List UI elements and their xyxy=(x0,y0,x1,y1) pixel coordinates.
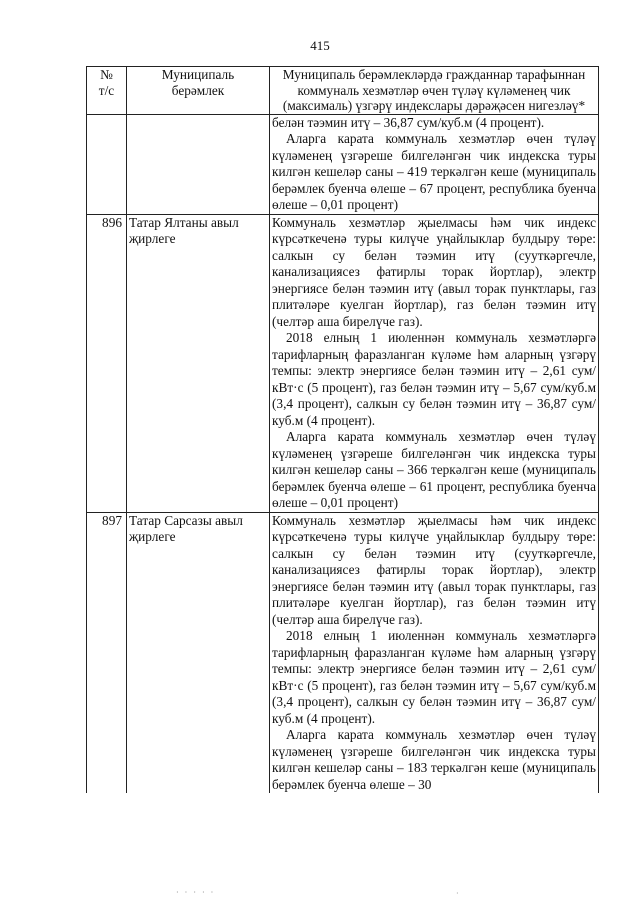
page-number: 415 xyxy=(310,38,330,53)
row-num: 896 xyxy=(87,214,127,512)
table-header-row xyxy=(87,67,599,115)
desc-paragraph: 2018 елның 1 июленнән коммуналь хезмәтләргә тарифларның фаразланган күләме һәм аларның үзгәрү темпы: электр энергиясе белән тәэмин итү – 2,61 сум/кВт·с (5 процент), газ белән тәэмин итү – 5,67 сум/куб.м (3,4 процент), салкын су белән тәэмин итү – 36,87 сум/куб.м (4 процент). xyxy=(272,628,596,726)
scan-artifact: · · · · · xyxy=(176,888,216,897)
row-municipality: Татар Сарсазы авыл җирлеге xyxy=(127,512,270,793)
row-num xyxy=(87,114,127,214)
desc-paragraph: Коммуналь хезмәтләр җыелмасы һәм чик индекс күрсәткеченә туры килүче уңайлыклар булдыру төре: салкын су белән тәэмин итү (сууткәргечле, канализациясез фатирлы торак йортлар), электр энергиясе белән тәэмин итү (авыл торак пунктлары, газ плитәләре куелган йортлар), газ белән тәэмин итү (челтәр аша бирелүче газ). xyxy=(272,214,596,329)
header-num: № т/с xyxy=(87,67,127,115)
desc-paragraph: Аларга карата коммуналь хезмәтләр өчен түләү күләменең үзгәреше билгеләнгән чик индекска туры килгән кешеләр саны – 419 теркәлгән кеше (муниципаль берәмлек буенча өлеше – 67 процент, республика буенча өлеше – 0,01 процент) xyxy=(272,131,596,212)
table-row xyxy=(87,114,599,214)
header-municipality: Муниципаль берәмлек xyxy=(127,67,270,115)
desc-paragraph: Коммуналь хезмәтләр җыелмасы һәм чик индекс күрсәткеченә туры килүче уңайлыклар булдыру төре: салкын су белән тәэмин итү (сууткәргечле, канализациясез фатирлы торак йортлар), электр энергиясе белән тәэмин итү (авыл торак пунктлары, газ плитәләре куелган йортлар), газ белән тәэмин итү (челтәр аша бирелүче газ). xyxy=(272,512,596,627)
table-row xyxy=(87,512,599,793)
row-num: 897 xyxy=(87,512,127,793)
table-row xyxy=(87,214,599,512)
row-municipality: Татар Ялтаны авыл җирлеге xyxy=(127,214,270,512)
desc-paragraph: белән тәэмин итү – 36,87 сум/куб.м (4 процент). xyxy=(272,114,545,130)
row-municipality xyxy=(127,114,270,214)
row-description xyxy=(270,114,599,214)
row-description xyxy=(270,512,599,793)
tariff-table xyxy=(86,66,599,793)
scan-artifact: · xyxy=(456,889,459,898)
header-description: Муниципаль берәмлекләрдә гражданнар тарафыннан коммуналь хезмәтләр өчен түләү күләменең чик (максималь) үзгәрү индекслары дәрәҗәсен нигезләү* xyxy=(270,67,599,115)
desc-paragraph: Аларга карата коммуналь хезмәтләр өчен түләү күләменең үзгәреше билгеләнгән чик индекска туры килгән кешеләр саны – 183 теркәлгән кеше (муниципаль берәмлек буенча өлеше – 30 xyxy=(272,727,596,792)
desc-paragraph: 2018 елның 1 июленнән коммуналь хезмәтләргә тарифларның фаразланган күләме һәм аларның үзгәрү темпы: электр энергиясе белән тәэмин итү – 2,61 сум/кВт·с (5 процент), газ белән тәэмин итү – 5,67 сум/куб.м (3,4 процент), салкын су белән тәэмин итү – 36,87 сум/куб.м (4 процент). xyxy=(272,330,596,428)
row-description xyxy=(270,214,599,512)
desc-paragraph: Аларга карата коммуналь хезмәтләр өчен түләү күләменең үзгәреше билгеләнгән чик индекска туры килгән кешеләр саны – 366 теркәлгән кеше (муниципаль берәмлек буенча өлеше – 61 процент, республика буенча өлеше – 0,01 процент) xyxy=(272,429,596,510)
